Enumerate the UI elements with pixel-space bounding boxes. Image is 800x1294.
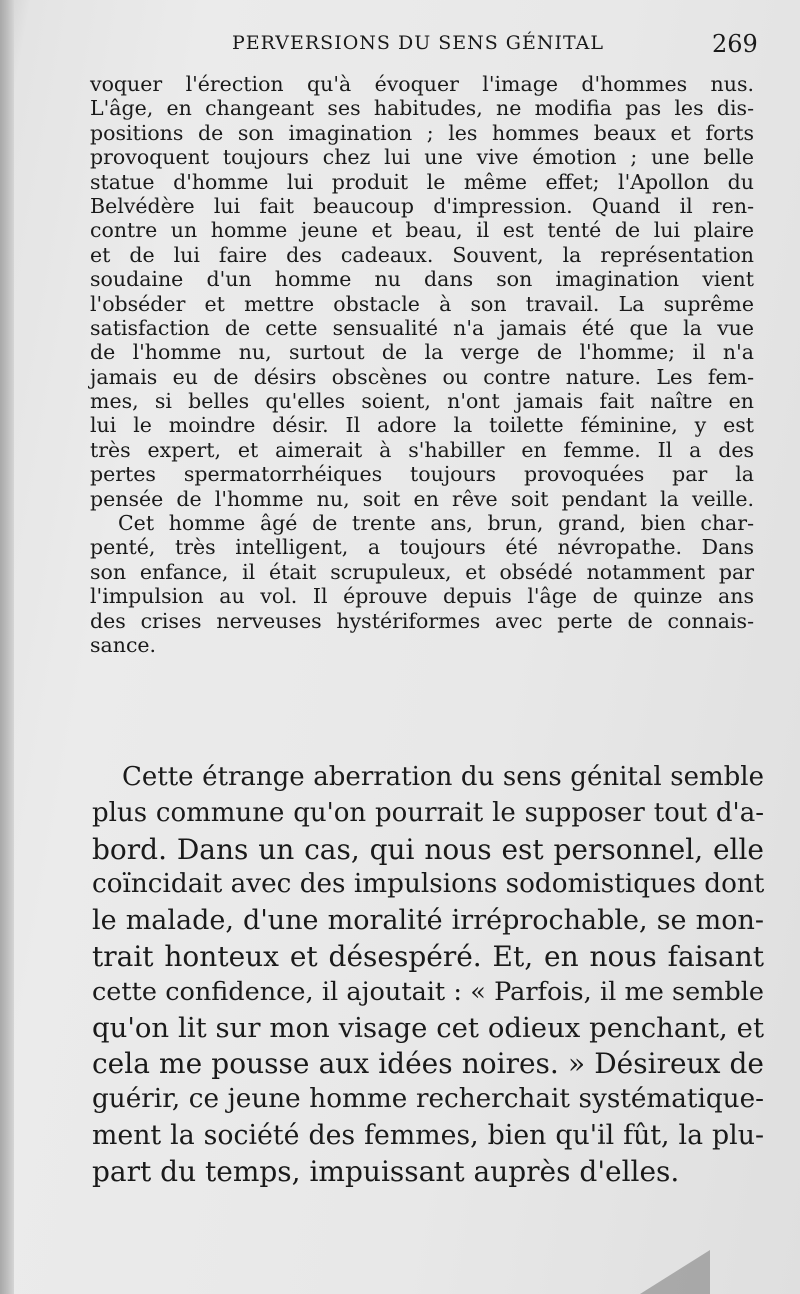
text-line: jamais eu de désirs obscènes ou contre nature. Les fem-: [90, 364, 754, 389]
text-line: mes, si belles qu'elles soient, n'ont jamais fait naître en: [90, 389, 754, 414]
text-line: penté, très intelligent, a toujours été névropathe. Dans: [90, 535, 754, 560]
text-line: très expert, et aimerait à s'habiller en femme. Il a des: [90, 437, 754, 462]
text-line: pertes spermatorrhéiques toujours provoquées par la: [90, 462, 754, 487]
text-line: de l'homme nu, surtout de la verge de l'homme; il n'a: [90, 340, 754, 365]
book-spine-shadow: [0, 0, 14, 1294]
text-line: provoquent toujours chez lui une vive émotion ; une belle: [90, 145, 754, 170]
page-corner-shadow: [640, 1250, 710, 1294]
text-line: et de lui faire des cadeaux. Souvent, la représentation: [90, 242, 754, 267]
text-line: le malade, d'une moralité irréprochable, se mon-: [92, 905, 764, 937]
text-line: guérir, ce jeune homme recherchait systématique-: [92, 1084, 764, 1115]
text-line: lui le moindre désir. Il adore la toilette féminine, y est: [90, 413, 754, 438]
text-line: qu'on lit sur mon visage cet odieux penchant, et: [92, 1011, 764, 1044]
text-line: Cet homme âgé de trente ans, brun, grand, bien char-: [118, 511, 754, 536]
text-line: des crises nerveuses hystériformes avec perte de connais-: [90, 608, 754, 633]
text-line: sance.: [90, 632, 157, 657]
text-line: satisfaction de cette sensualité n'a jamais été que la vue: [90, 315, 754, 340]
text-line: ment la société des femmes, bien qu'il fût, la plu-: [92, 1119, 764, 1151]
text-line: Belvédère lui fait beaucoup d'impression. Quand il ren-: [90, 193, 754, 218]
text-line: voquer l'érection qu'à évoquer l'image d'hommes nus.: [90, 72, 754, 96]
text-line: coïncidait avec des impulsions sodomistiques dont: [92, 869, 765, 900]
text-line: statue d'homme lui produit le même effet; l'Apollon du: [90, 169, 754, 194]
text-line: Cette étrange aberration du sens génital semble: [122, 762, 764, 792]
text-line: bord. Dans un cas, qui nous est personnel, elle: [92, 832, 764, 866]
text-line: son enfance, il était scrupuleux, et obsédé notamment par: [90, 559, 754, 584]
paragraph-case-description: [90, 72, 754, 657]
text-line: l'obséder et mettre obstacle à son travail. La suprême: [90, 291, 754, 316]
text-line: cela me pousse aux idées noires. » Désireux de: [92, 1047, 764, 1081]
text-line: part du temps, impuissant auprès d'elles.: [92, 1154, 680, 1188]
running-head: [0, 30, 800, 62]
text-line: trait honteux et désespéré. Et, en nous faisant: [92, 939, 764, 973]
text-line: positions de son imagination ; les hommes beaux et forts: [90, 120, 754, 145]
running-title: PERVERSIONS DU SENS GÉNITAL: [232, 32, 604, 54]
text-line: soudaine d'un homme nu dans son imagination vient: [90, 267, 754, 292]
text-line: l'impulsion au vol. Il éprouve depuis l'âge de quinze ans: [90, 584, 754, 609]
text-line: plus commune qu'on pourrait le supposer tout d'a-: [92, 797, 764, 828]
text-line: pensée de l'homme nu, soit en rêve soit pendant la veille.: [90, 486, 754, 511]
paragraph-commentary: [92, 760, 764, 1190]
text-line: contre un homme jeune et beau, il est tenté de lui plaire: [90, 218, 754, 243]
page-number: 269: [712, 30, 758, 58]
text-line: cette confidence, il ajoutait : « Parfois, il me semble: [92, 976, 764, 1007]
text-line: L'âge, en changeant ses habitudes, ne modifia pas les dis-: [90, 96, 754, 121]
